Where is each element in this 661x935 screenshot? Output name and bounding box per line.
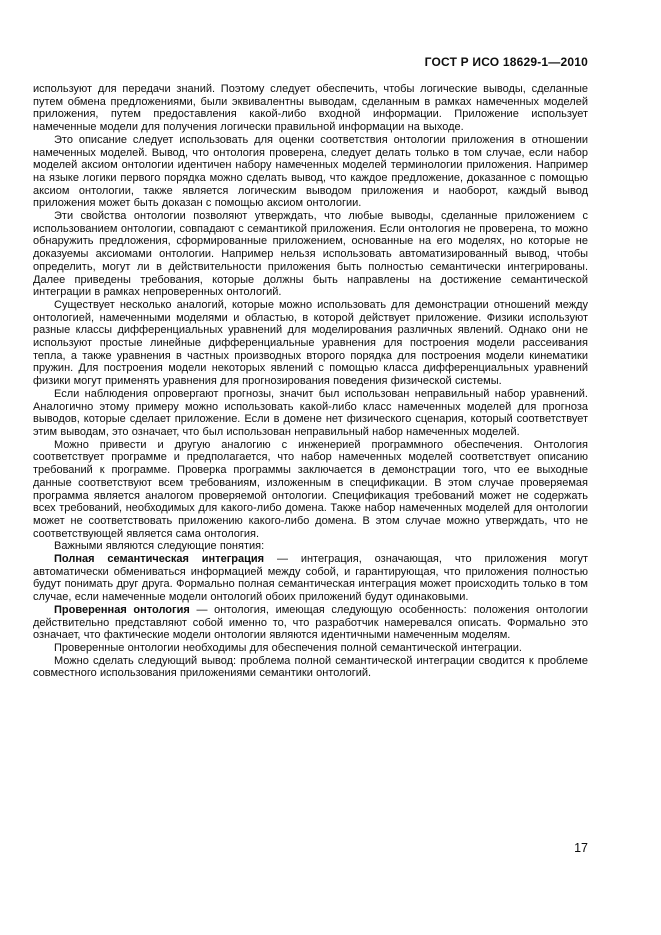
paragraph: Эти свойства онтологии позволяют утверждать, что любые выводы, сделанные приложением с использованием онтологии, совпадают с семантикой приложения. Если онтология не проверена, то можно обнаружить предложения, сформированные приложением, основанные на его моделях, но которые не доказуемы аксиомами онтологии. Например нельзя использовать автоматизированный вывод, чтобы определить, могут ли в действительности приложения быть полностью семантически интегрированы. Далее приведены требования, которые должны быть направлены на достижение семантической интеграции в рамках непроверенных онтологий. <box>33 210 588 299</box>
paragraph: Проверенная онтология — онтология, имеющая следующую особенность: положения онтологии действительно представляют собой именно то, что разработчик намеревался описать. Формально это означает, что фактические модели онтологии являются идентичными намеченным моделям. <box>33 603 588 642</box>
paragraph: Если наблюдения опровергают прогнозы, значит был использован неправильный набор уравнений. Аналогично этому примеру можно использовать какой-либо класс намеченных моделей для прогноза выводов, которые сделает приложение. Если в домене нет физического сценария, который соответствует этим выводам, это означает, что был использован неправильный набор намеченных моделей. <box>33 387 588 438</box>
page-number: 17 <box>574 841 588 855</box>
body-text <box>33 83 588 680</box>
text-column <box>33 56 588 680</box>
paragraph: Можно сделать следующий вывод: проблема полной семантической интеграции сводится к проблеме совместного использования приложениями семантики онтологий. <box>33 654 588 680</box>
paragraph: используют для передачи знаний. Поэтому следует обеспечить, чтобы логические выводы, сделанные путем обмена предложениями, были эквивалентны выводам, сделанным в рамках намеченных моделей приложения, путем предоставления какой-либо входной информации. Приложение использует намеченные модели для получения логически правильной информации на выходе. <box>33 83 588 134</box>
term-bold: Полная семантическая интеграция <box>54 553 265 566</box>
paragraph: Полная семантическая интеграция — интеграция, означающая, что приложения могут автоматически обмениваться информацией между собой, и гарантирующая, что приложения полностью будут понимать друг друга. Формально полная семантическая интеграция может происходить только в том случае, если намеченные модели онтологий обоих приложений будут одинаковыми. <box>33 553 588 604</box>
paragraph: Проверенные онтологии необходимы для обеспечения полной семантической интеграции. <box>54 641 522 654</box>
paragraph: Существует несколько аналогий, которые можно использовать для демонстрации отношений между онтологией, намеченными моделями и областью, в которой действует приложение. Физики используют разные классы дифференциальных уравнений для моделирования различных явлений. Однако они не используют простые линейные дифференциальные уравнения для построения модели рассеивания тепла, а также уравнения в частных производных второго порядка для построения модели кинематики пружин. Для построения модели некоторых явлений с помощью класса дифференциальных уравнений физики могут применять уравнения для прогнозирования поведения физической системы. <box>33 298 588 388</box>
term-bold: Проверенная онтология <box>54 603 190 616</box>
paragraph: Важными являются следующие понятия: <box>54 540 265 553</box>
paragraph: Это описание следует использовать для оценки соответствия онтологии приложения в отношении намеченных моделей. Вывод, что онтология проверена, следует делать только в том случае, если набор моделей аксиом онтологии идентичен набору намеченных моделей терминологии приложения. Например на языке логики первого порядка можно сделать вывод, что каждое предложение, доказанное с помощью аксиом онтологии, также является логическим выводом приложения и наоборот, каждый вывод приложения может быть доказан с помощью аксиом онтологии. <box>33 133 588 210</box>
paragraph: Можно привести и другую аналогию с инженерией программного обеспечения. Онтология соответствует программе и предполагается, что набор намеченных моделей соответствует описанию требований к программе. Проверка программы заключается в демонстрации того, что ее выходные данные соответствуют всем требованиям, изложенным в спецификации. В этом случае проверяемая программа является аналогом проверяемой онтологии. Спецификация требований может не содержать всех требований, необходимых для какого-либо домена. Также набор намеченных моделей для онтологии может не соответствовать приложению какого-либо домена. В этом случае можно утверждать, что не соответствующей является сама онтология. <box>33 438 588 540</box>
document-code: ГОСТ Р ИСО 18629-1—2010 <box>424 55 588 69</box>
